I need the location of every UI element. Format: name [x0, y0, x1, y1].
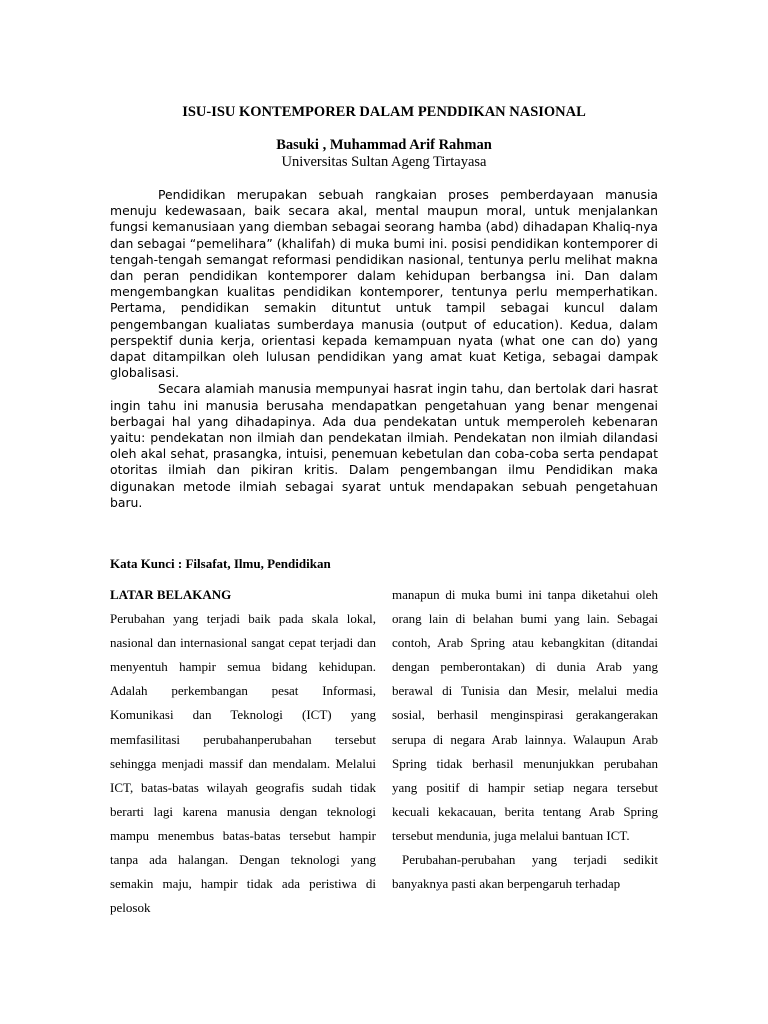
paper-title: ISU-ISU KONTEMPORER DALAM PENDDIKAN NASIONAL — [182, 104, 586, 120]
body-paragraph-continued: manapun di muka bumi ini tanpa diketahui oleh orang lain di belahan bumi yang lain. Sebagai contoh, Arab Spring atau kebangkitan (ditandai dengan pemberontakan) di dunia Arab yang berawal di Tunisia dan Mesir, melalui media sosial, berhasil menginspirasi gerakangerakan serupa di negara Arab lainnya. Walaupun Arab Spring tidak berhasil menunjukkan perubahan yang positif di hampir setiap negara tersebut kecuali kekacauan, berita tentang Arab Spring tersebut mendunia, juga melalui bantuan ICT. — [392, 587, 658, 843]
author-names: Basuki , Muhammad Arif Rahman — [276, 137, 492, 153]
body-paragraph: Perubahan yang terjadi baik pada skala lokal, nasional dan internasional sangat cepat terjadi dan menyentuh hampir semua bidang kehidupan. Adalah perkembangan pesat Informasi, Komunikasi dan Teknologi (ICT) yang memfasilitasi perubahanperubahan tersebut sehingga menjadi massif dan mendalam. Melalui ICT, batas-batas wilayah geografis sudah tidak berarti lagi karena manusia dengan teknologi mampu menembus batas-batas tersebut hampir tanpa ada halangan. Dengan teknologi yang semakin maju, hampir tidak ada peristiwa di pelosok — [110, 611, 376, 916]
keywords: Kata Kunci : Filsafat, Ilmu, Pendidikan — [110, 556, 331, 571]
body-column-right — [392, 583, 658, 896]
abstract-paragraph-2: Secara alamiah manusia mempunyai hasrat ingin tahu, dan bertolak dari hasrat ingin tahu ini manusia berusaha mendapatkan pengetahuan yang benar mengenai berbagai hal yang dihadapinya. Ada dua pendekatan untuk memperoleh kebenaran yaitu: pendekatan non ilmiah dan pendekatan ilmiah. Pendekatan non ilmiah dilandasi oleh akal sehat, prasangka, intuisi, penemuan kebetulan dan coba-coba serta pendapat otoritas ilmiah dan pikiran kritis. Dalam pengembangan ilmu Pendidikan maka digunakan metode ilmiah sebagai syarat untuk mendapakan sebuah pengetahuan baru. — [110, 381, 658, 510]
author-affiliation: Universitas Sultan Ageng Tirtayasa — [281, 154, 487, 170]
body-column-left — [110, 583, 376, 920]
section-heading: LATAR BELAKANG — [110, 587, 232, 602]
abstract-paragraph-1: Pendidikan merupakan sebuah rangkaian proses pemberdayaan manusia menuju kedewasaan, baik secara akal, mental maupun moral, untuk menjalankan fungsi kemanusiaan yang diemban sebagai seorang hamba (abd) dihadapan Khaliq-nya dan sebagai “pemelihara” (khalifah) di muka bumi ini. posisi pendidikan kontemporer di tengah-tengah semangat reformasi pendidikan nasional, tentunya perlu melihat makna dan peran pendidikan kontemporer dalam kehidupan berbangsa ini. Dan dalam mengembangkan kualitas pendidikan kontemporer, tentunya perlu memperhatikan. Pertama, pendidikan semakin dituntut untuk tampil sebagai kuncul dalam pengembangan kualiatas sumberdaya manusia (output of education). Kedua, dalam perspektif dunia kerja, orientasi kepada kemampuan nyata (what one can do) yang dapat ditampilkan oleh lulusan pendidikan yang amat kuat Ketiga, sebagai dampak globalisasi. — [110, 187, 658, 381]
body-paragraph: Perubahan-perubahan yang terjadi sedikit banyaknya pasti akan berpengaruh terhadap — [392, 852, 658, 892]
abstract — [110, 187, 658, 511]
